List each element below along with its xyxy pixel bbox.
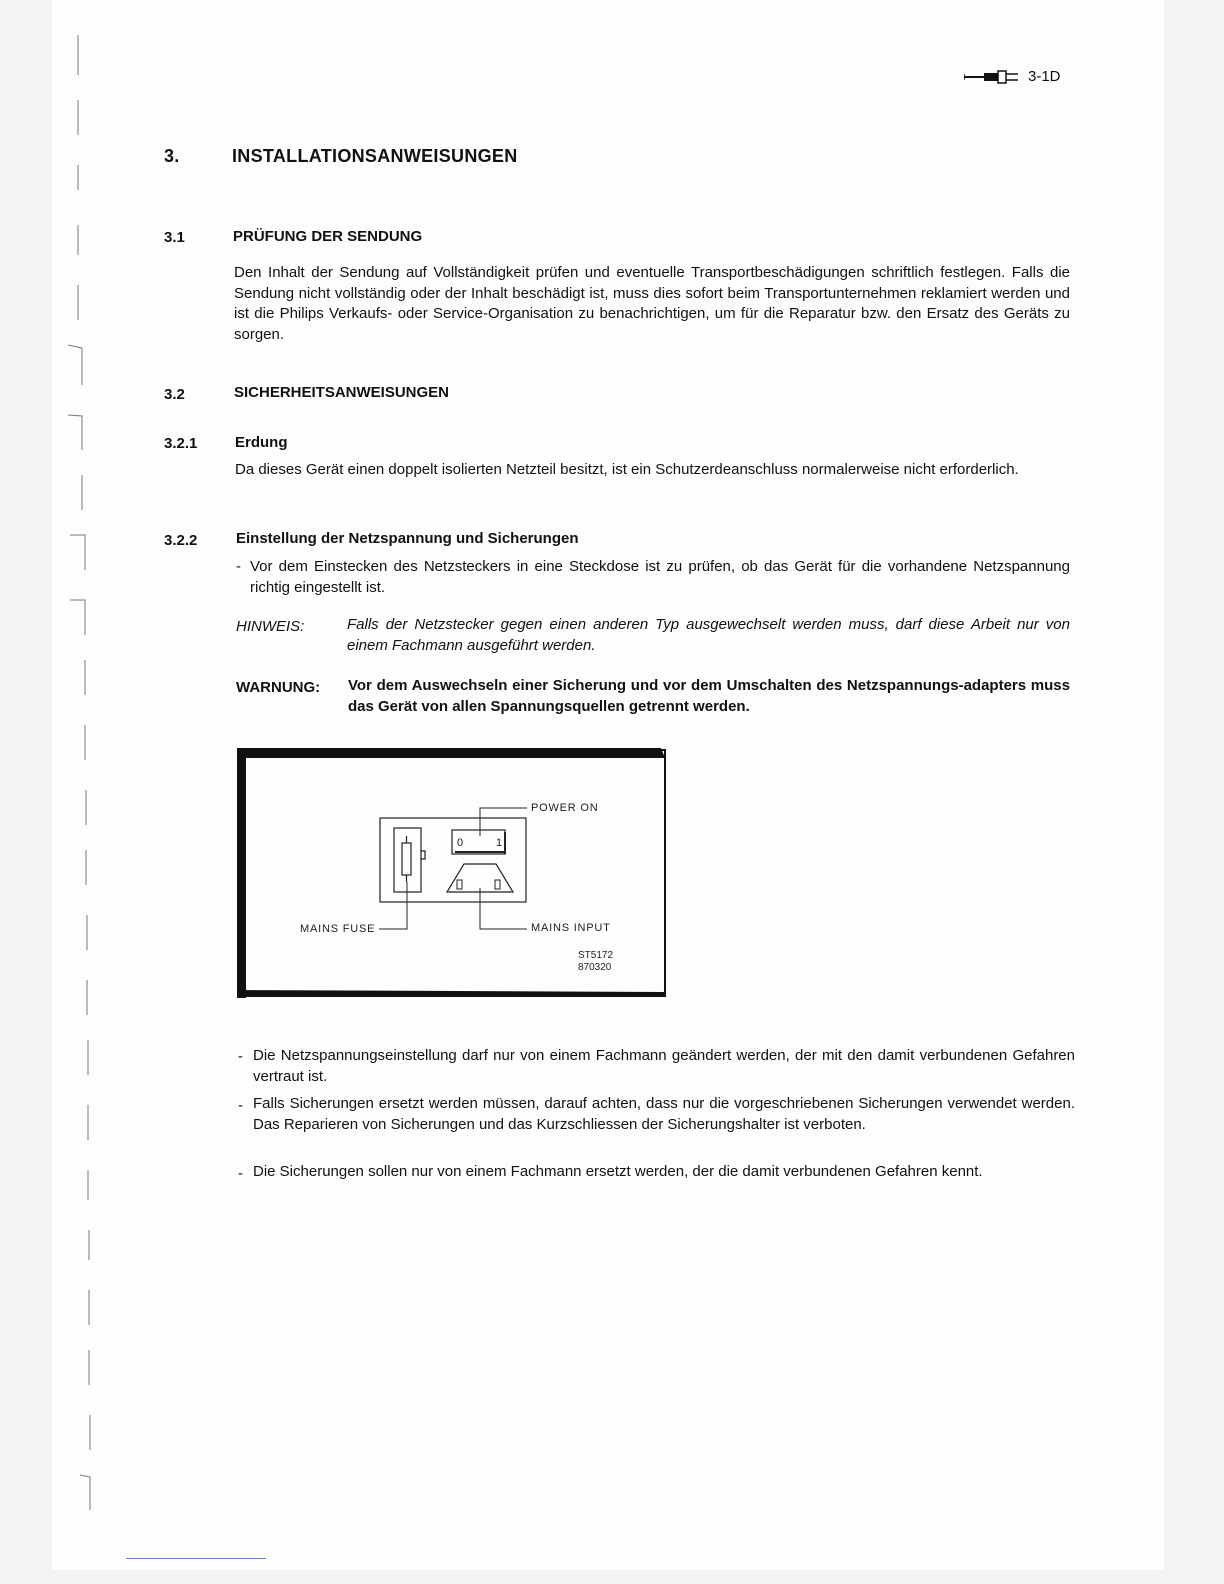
bullet-marker: - — [238, 1165, 243, 1182]
section-3-2-2-bullet: Vor dem Einstecken des Netzsteckers in eine Steckdose ist zu prüfen, ob das Gerät für die vorhandene Netzspannung richtig eingestellt ist. — [250, 558, 1070, 596]
warning-text: Vor dem Auswechseln einer Sicherung und vor dem Umschalten des Netzspannungs-adapters muss das Gerät von allen Spannungsquellen getrennt werden. — [348, 677, 1070, 715]
section-3-1-title: PRÜFUNG DER SENDUNG — [233, 228, 423, 245]
section-3-2-title: SICHERHEITSANWEISUNGEN — [234, 384, 450, 401]
figure-top-bar — [237, 748, 665, 758]
switch-position-1: 1 — [496, 837, 503, 849]
switch-position-0: 0 — [457, 837, 464, 849]
warning-label: WARNUNG: — [236, 679, 321, 696]
list-item: Die Netzspannungseinstellung darf nur von einem Fachmann geändert werden, der mit den damit verbundenen Gefahren vertraut ist. — [253, 1047, 1075, 1085]
figure-left-bar — [237, 748, 246, 998]
section-3-title: INSTALLATIONSANWEISUNGEN — [232, 146, 518, 166]
bullet-marker: - — [238, 1048, 243, 1065]
section-3-2-1-title: Erdung — [235, 434, 288, 451]
mains-input-label: MAINS INPUT — [531, 922, 611, 934]
section-3-number: 3. — [164, 146, 180, 166]
section-3-1-text: Den Inhalt der Sendung auf Vollständigkeit prüfen und eventuelle Transportbeschädigungen schriftlich festlegen. Falls die Sendung nicht vollständig oder der Inhalt beschädigt ist, muss dies sofort beim Transportunternehmen reklamiert werden und ist die Philips Verkaufs- oder Service-Organisation zu benachrichtigen, um für die Reparatur bzw. den Ersatz des Geräts zu sorgen. — [234, 264, 1070, 343]
binding-marks — [60, 30, 100, 1530]
mains-fuse-label: MAINS FUSE — [300, 923, 376, 935]
connector-icon — [964, 70, 1020, 84]
section-3-2-1-number: 3.2.1 — [164, 435, 198, 452]
page-number-text: 3-1D — [1028, 68, 1061, 85]
power-on-label: POWER ON — [531, 802, 599, 814]
note-label: HINWEIS: — [236, 618, 305, 635]
page-number — [964, 68, 1061, 85]
section-3-2-number: 3.2 — [164, 386, 185, 403]
page-bottom-rule — [126, 1558, 266, 1559]
bullet-marker: - — [238, 1097, 243, 1114]
figure-code: ST5172 — [578, 950, 614, 961]
section-3-2-2-number: 3.2.2 — [164, 532, 198, 549]
list-item: Die Sicherungen sollen nur von einem Fachmann ersetzt werden, der die damit verbundenen Gefahren kennt. — [253, 1163, 983, 1180]
note-text: Falls der Netzstecker gegen einen anderen Typ ausgewechselt werden muss, darf diese Arbeit nur von einem Fachmann ausgeführt werden. — [347, 616, 1070, 654]
section-3-2-1-text: Da dieses Gerät einen doppelt isolierten Netzteil besitzt, ist ein Schutzerdeanschluss normalerweise nicht erforderlich. — [235, 461, 1019, 478]
bullet-marker: - — [236, 558, 241, 575]
section-3-2-2-title: Einstellung der Netzspannung und Sicherungen — [236, 530, 579, 547]
section-3-1-number: 3.1 — [164, 229, 185, 246]
figure-date: 870320 — [578, 962, 612, 973]
rear-panel-diagram — [237, 748, 667, 998]
list-item: Falls Sicherungen ersetzt werden müssen, darauf achten, dass nur die vorgeschriebenen Sicherungen verwendet werden. Das Reparieren von Sicherungen und das Kurzschliessen der Sicherungshalter ist verboten. — [253, 1095, 1075, 1133]
